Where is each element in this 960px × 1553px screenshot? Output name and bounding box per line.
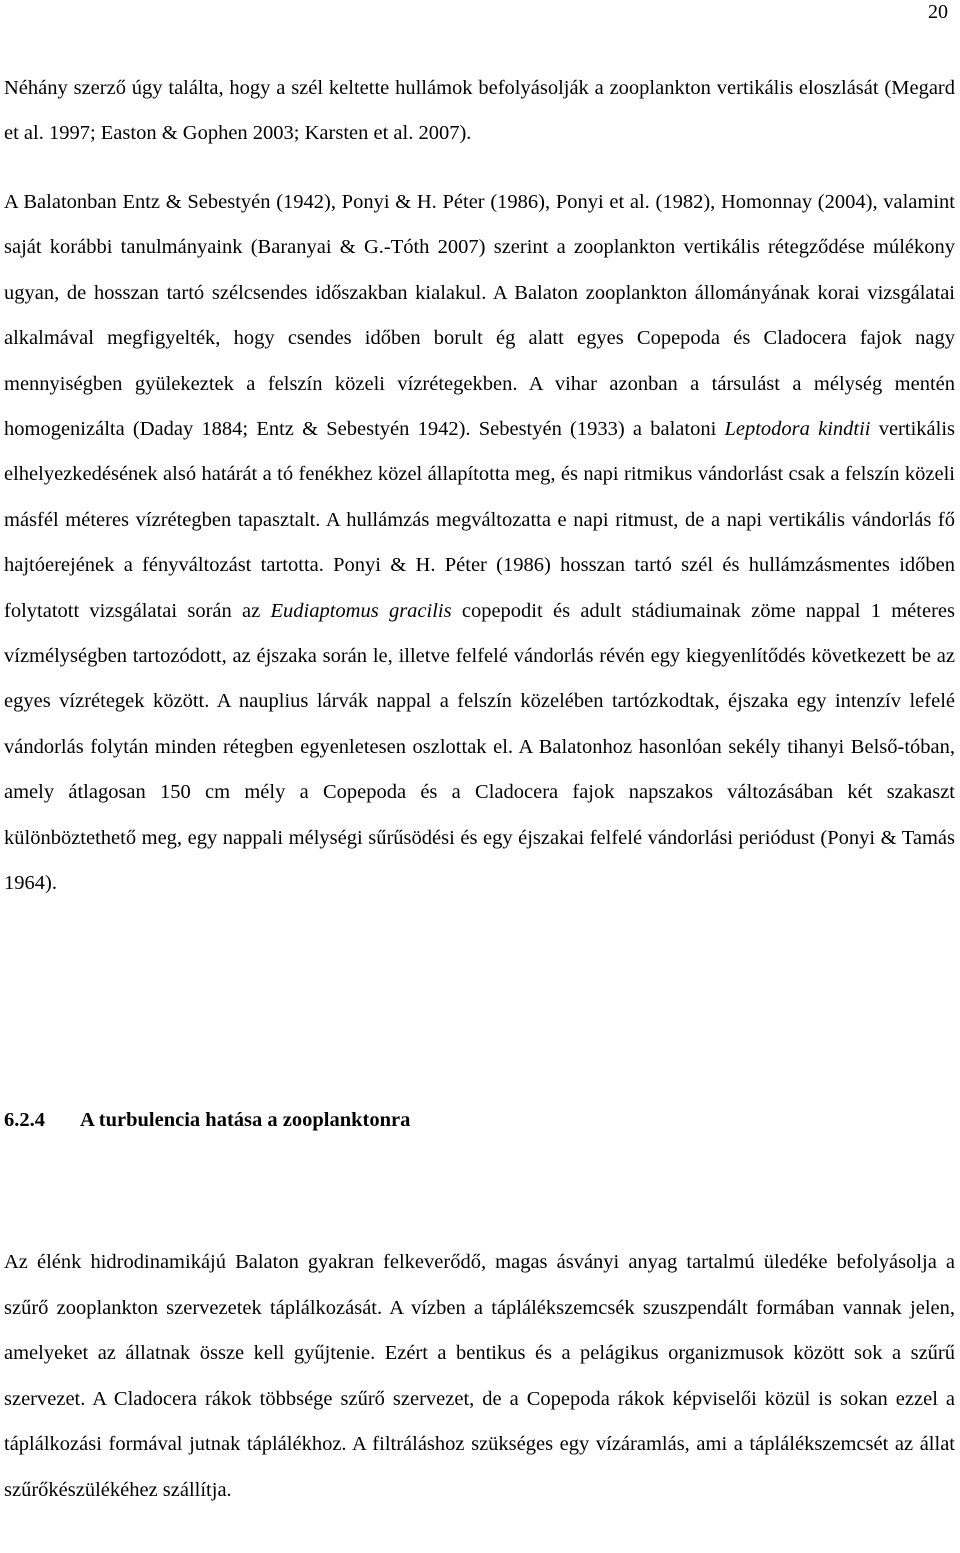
species-name-leptodora: Leptodora kindtii — [724, 418, 871, 441]
paragraph-text-part1: A Balatonban Entz & Sebestyén (1942), Ponyi & H. Péter (1986), Ponyi et al. (1982), Homonnay (2004), valamint saját korábbi tanulmányaink (Baranyai & G.-Tóth 2007) szerint a zooplankton vertikális rétegződése múlékony ugyan, de hosszan tartó szélcsendes időszakban kialakul. A Balaton zooplankton állományának korai vizsgálatai alkalmával megfigyelték, hogy csendes időben borult ég alatt egyes Copepoda és Cladocera fajok nagy mennyiségben gyülekeztek a felszín közeli vízrétegekben. A vihar azonban a társulást a mélység mentén homogenizálta (Daday 1884; Entz & Sebestyén 1942). Sebestyén (1933) a balatoni — [4, 191, 955, 441]
paragraph-turbulence: Az élénk hidrodinamikájú Balaton gyakran felkeverődő, magas ásványi anyag tartalmú üledéke befolyásolja a szűrő zooplankton szervezetek táplálkozását. A vízben a táplálékszemcsék szuszpendált formában vannak jelen, amelyeket az állatnak össze kell gyűjtenie. Ezért a bentikus és a pelágikus organizmusok között sok a szűrű szervezet. A Cladocera rákok többsége szűrő szervezet, de a Copepoda rákok képviselői közül is sokan ezzel a táplálkozási formával jutnak táplálékhoz. A filtráláshoz szükséges egy vízáramlás, ami a táplálékszemcsét az állat szűrőkészülékéhez szállítja. — [4, 1251, 955, 1501]
section-number: 6.2.4 — [4, 1109, 45, 1131]
section-title: A turbulencia hatása a zooplanktonra — [80, 1109, 411, 1131]
section-heading — [4, 1102, 410, 1138]
page-number: 20 — [928, 1, 948, 23]
paragraph-text-part2: vertikális elhelyezkedésének alsó határát a tó fenékhez közel állapította meg, és napi ritmikus vándorlást csak a felszín közeli másfél méteres vízrétegben tapasztalt. A hullámzás megváltozatta e napi ritmust, de a napi vertikális vándorlás fő hajtóerejének a fényváltozást tartotta. Ponyi & H. Péter (1986) hosszan tartó szél és hullámzásmentes időben folytatott vizsgálatai során az — [4, 418, 955, 622]
paragraph-wind-waves: Néhány szerző úgy találta, hogy a szél keltette hullámok befolyásolják a zooplankton vertikális eloszlását (Megard et al. 1997; Easton & Gophen 2003; Karsten et al. 2007). — [4, 77, 955, 145]
paragraph-balaton-stratification — [4, 180, 955, 907]
species-name-eudiaptomus: Eudiaptomus gracilis — [270, 599, 452, 622]
paragraph-text-part3: copepodit és adult stádiumainak zöme nappal 1 méteres vízmélységben tartozódott, az éjszaka során le, illetve felfelé vándorlás révén egy kiegyenlítődés következett be az egyes vízrétegek között. A nauplius lárvák nappal a felszín közelében tartózkodtak, éjszaka egy intenzív lefelé vándorlás folytán minden rétegben egyenletesen oszlottak el. A Balatonhoz hasonlóan sekély tihanyi Belső-tóban, amely átlagosan 150 cm mély a Copepoda és a Cladocera fajok napszakos változásában két szakaszt különböztethető meg, egy nappali mélységi sűrűsödési és egy éjszakai felfelé vándorlási periódust (Ponyi & Tamás 1964). — [4, 599, 955, 895]
